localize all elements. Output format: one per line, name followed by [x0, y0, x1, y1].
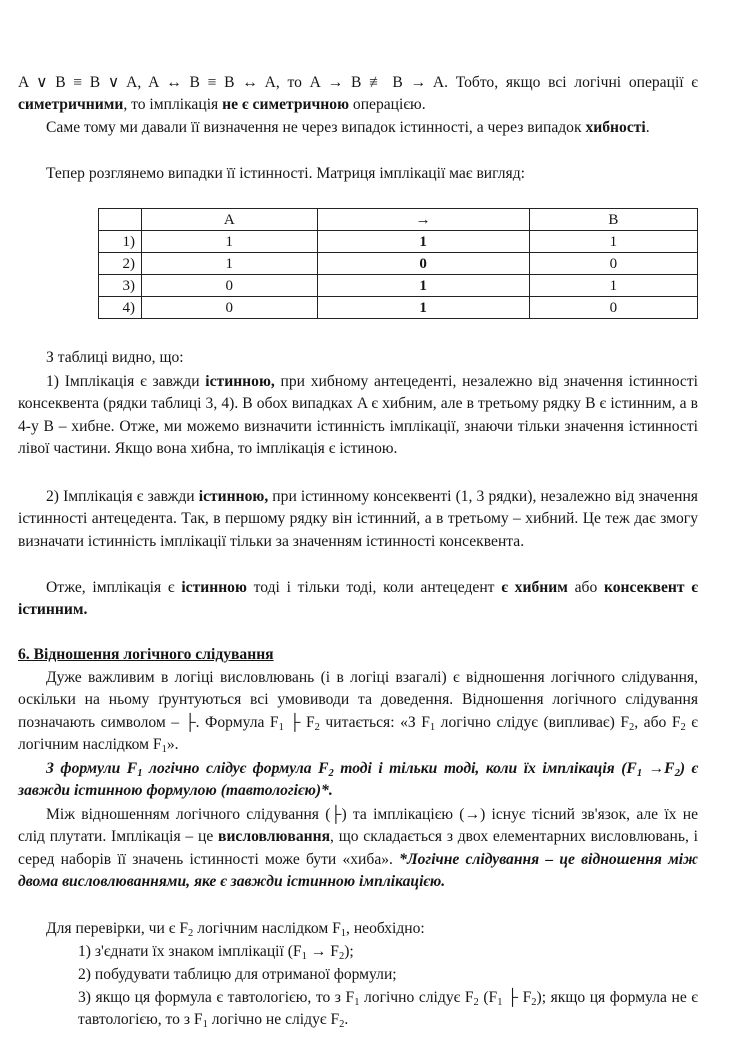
text: 1) Імплікація є завжди: [46, 373, 206, 390]
bold-text: хибності: [585, 119, 646, 136]
text: логічно слідує формула F: [142, 760, 329, 777]
text: ); якщо ця формула не є тавтологією, то з F: [78, 989, 698, 1029]
bold-text: істинною,: [205, 373, 275, 390]
paragraph-table-shows: З таблиці видно, що:: [46, 349, 184, 366]
text: .: [645, 119, 650, 136]
text: логічним наслідком F: [193, 920, 341, 937]
cell-b: 0: [529, 253, 697, 275]
list-item: [78, 987, 698, 1032]
text: ├ F: [502, 989, 532, 1006]
text: , то імплікація: [123, 96, 223, 114]
paragraph-definition: [18, 117, 698, 139]
text: (F: [478, 989, 498, 1006]
table-row: [99, 297, 698, 319]
text: ) є завжди істинною формулою (тавтологією)*.: [18, 760, 698, 800]
bold-italic-text: *Логічне слідування – це відношення між двома висловлюваннями, яке є завжди істинною імплікацією.: [18, 850, 698, 891]
subscript: 1: [301, 951, 307, 962]
bold-text: є хибним: [501, 579, 568, 596]
cell-implication: 0: [317, 253, 529, 275]
text: Отже, імплікація є: [46, 579, 182, 596]
list-item: [78, 941, 698, 963]
text: або: [567, 579, 604, 596]
bold-text: консеквент є істинним.: [18, 579, 698, 619]
subscript: 1: [429, 721, 436, 733]
text: A ∨ B ≡ B ∨ A, A ↔ B ≡ B ↔ A, то A → B ≢ B → A. Тобто, якщо всі логічні операції є: [18, 74, 698, 91]
text: 2) Імплікація є завжди: [46, 488, 199, 505]
paragraph-symmetry: [18, 72, 698, 117]
subscript: 1: [354, 997, 360, 1008]
cell-b: 0: [529, 297, 697, 319]
row-number: 3): [99, 275, 142, 297]
paragraph-point-2: [18, 486, 698, 553]
text: → F: [306, 943, 339, 960]
subscript: 1: [636, 768, 643, 779]
header-cell-b: B: [529, 209, 697, 231]
text: є логічним наслідком F: [18, 713, 698, 754]
text: ».: [166, 736, 179, 754]
subscript: 2: [674, 768, 680, 779]
cell-implication: 1: [317, 297, 529, 319]
subscript: 1: [202, 1019, 208, 1031]
header-cell-a: A: [142, 209, 318, 231]
row-number: 2): [99, 253, 142, 275]
paragraph-logical-consequence: [18, 667, 698, 757]
text: , що складається з двох елементарних висловлювань, і серед наборів її значень істинності може бути «хиба».: [18, 828, 698, 868]
cell-implication: 1: [317, 231, 529, 253]
text: операцією.: [349, 96, 426, 114]
text: логічно слідує F: [359, 989, 474, 1006]
subscript: 1: [497, 997, 503, 1008]
text: логічно не слідує F: [207, 1011, 340, 1029]
cell-b: 1: [529, 275, 697, 297]
subscript: 1: [278, 721, 284, 733]
paragraph-relation-vs-implication: [18, 804, 698, 894]
text: Дуже важливим в логіці висловлювань (і в логіці взагалі) є відношення логічного слідування, оскільки на ньому ґрунтуються всі умовиводи та доведення. Відношення логічного слідування позначають символом – ├. Формула F: [18, 669, 698, 731]
text: читається: «З F: [319, 713, 430, 731]
text: при хибному антецеденті, незалежно від значення істинності консеквента (рядки таблиці 3, 4). В обох випадках A є хибним, але в третьому рядку B є істинним, а в 4-у B – хибне. Отже, ми можемо визначити істинність імплікації, знаючи тільки значення істинності лівої частини. Якщо вона хибна, то імплікація є істиною.: [18, 373, 698, 458]
subscript: 1: [137, 768, 143, 779]
row-number: 4): [99, 297, 142, 319]
cell-implication: 1: [317, 275, 529, 297]
text: 3) якщо ця формула є тавтологією, то з F: [78, 989, 355, 1006]
paragraph-conclusion: [18, 577, 698, 622]
bold-text: не є симетричною: [222, 96, 349, 114]
text: ├ F: [283, 713, 315, 731]
table-row: [99, 231, 698, 253]
text: З формули F: [46, 760, 138, 777]
subscript: 2: [680, 721, 686, 733]
text: .: [344, 1011, 349, 1029]
text: при істинному консеквенті (1, 3 рядки), незалежно від значення істинності антецедента. Так, в першому рядку він істинний, а в третьому – хибний. Це теж дає змогу визначати істинність імплікації тільки за значенням істинності консеквента.: [18, 488, 698, 550]
header-cell-arrow: →: [317, 209, 529, 231]
subscript: 1: [340, 928, 347, 939]
cell-a: 1: [142, 231, 318, 253]
text: 1) з'єднати їх знаком імплікації (F: [78, 943, 302, 960]
subscript: 2: [629, 721, 635, 733]
cell-a: 1: [142, 253, 318, 275]
header-cell-empty: [99, 209, 142, 231]
subscript: 2: [328, 768, 334, 779]
text: , або F: [634, 713, 681, 731]
text: Для перевірки, чи є F: [46, 920, 189, 937]
bold-text: симетричними: [18, 96, 124, 114]
table-row: [99, 253, 698, 275]
subscript: 1: [161, 744, 167, 756]
bold-text: істинною: [181, 579, 247, 596]
text: , необхідно:: [346, 920, 425, 937]
subscript: 2: [339, 1019, 345, 1031]
table-row: [99, 275, 698, 297]
paragraph-check-intro: [18, 918, 698, 940]
text: Саме тому ми давали її визначення не через випадок істинності, а через випадок: [46, 119, 586, 136]
cell-b: 1: [529, 231, 697, 253]
section-heading: 6. Відношення логічного слідування: [18, 646, 274, 663]
table-header-row: [99, 209, 698, 231]
paragraph-point-1: [18, 371, 698, 461]
text: логічно слідує (випливає) F: [435, 713, 629, 731]
subscript: 2: [531, 997, 537, 1008]
subscript: 2: [314, 721, 320, 733]
row-number: 1): [99, 231, 142, 253]
subscript: 2: [473, 997, 479, 1008]
text: тоді і тільки тоді, коли антецедент: [246, 579, 502, 596]
text: Між відношенням логічного слідування (├) та імплікацією (→) існує тісний зв'язок, але їх не слід плутати. Імплікація – це: [18, 806, 698, 846]
subscript: 2: [338, 951, 345, 962]
implication-matrix-table: [98, 208, 698, 319]
paragraph-matrix-intro: Тепер розглянемо випадки її істинності. Матриця імплікації має вигляд:: [46, 165, 525, 182]
cell-a: 0: [142, 297, 318, 319]
bold-text: істинною,: [198, 488, 269, 505]
text: );: [344, 943, 354, 960]
text: тоді і тільки тоді, коли їх імплікація (F: [333, 760, 637, 777]
cell-a: 0: [142, 275, 318, 297]
paragraph-definition-emphasis: [18, 758, 698, 803]
text: →F: [642, 760, 675, 777]
subscript: 2: [188, 928, 194, 939]
list-item: 2) побудувати таблицю для отриманої формули;: [78, 966, 397, 983]
bold-text: висловлювання: [218, 828, 331, 846]
